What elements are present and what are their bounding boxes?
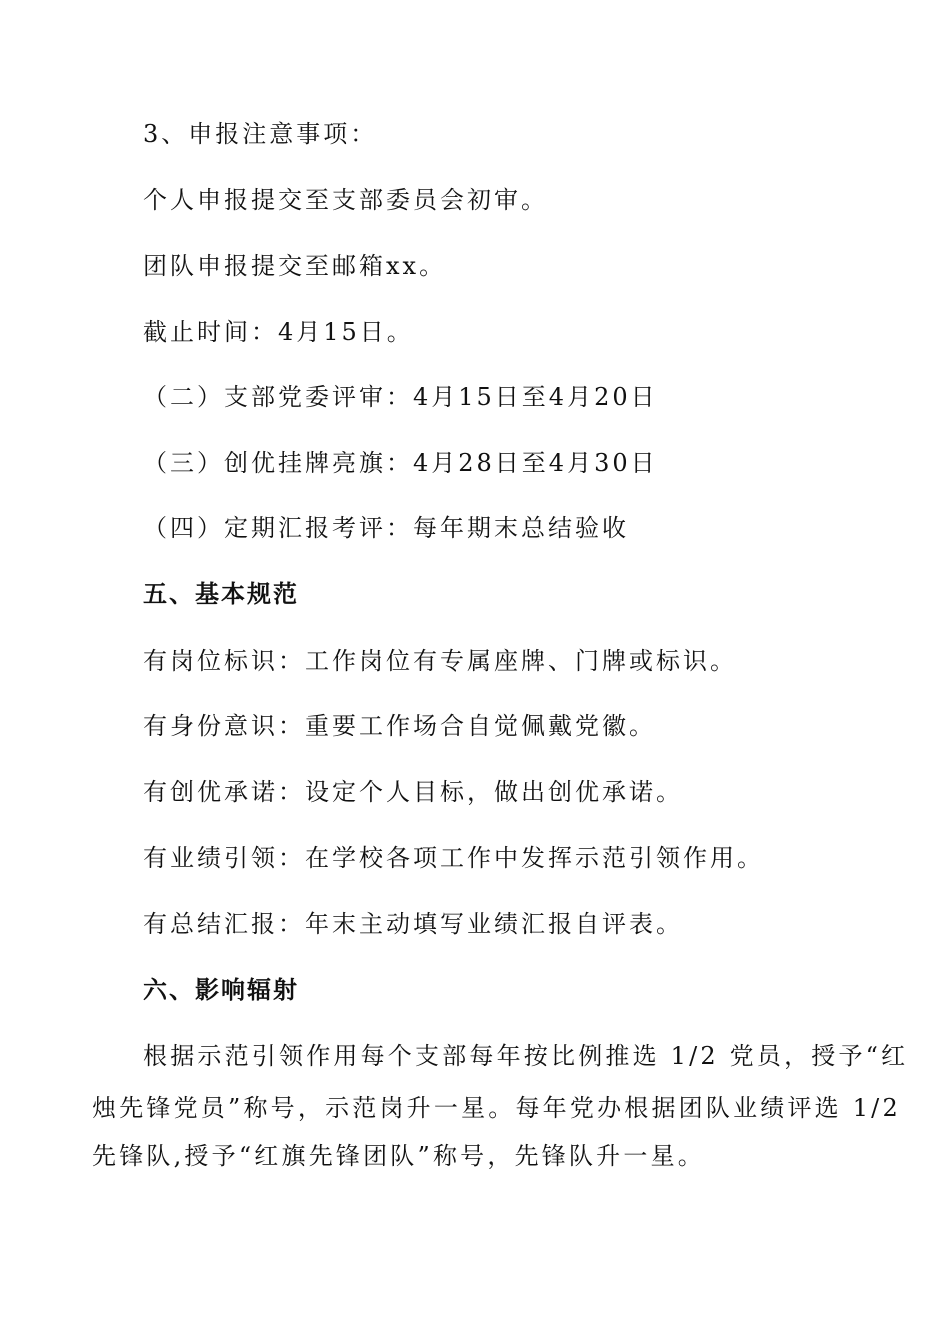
standard-item: 有业绩引领：在学校各项工作中发挥示范引领作用。 xyxy=(143,844,764,872)
individual-submission-note: 个人申报提交至支部委员会初审。 xyxy=(143,186,548,214)
section-6-heading: 六、影响辐射 xyxy=(143,976,299,1004)
standard-item: 有岗位标识：工作岗位有专属座牌、门牌或标识。 xyxy=(143,647,737,675)
deadline-note: 截止时间：4月15日。 xyxy=(143,318,414,346)
standard-item: 有身份意识：重要工作场合自觉佩戴党徽。 xyxy=(143,712,656,740)
item-3-title: 3、申报注意事项： xyxy=(143,120,378,148)
standard-item: 有总结汇报：年末主动填写业绩汇报自评表。 xyxy=(143,910,683,938)
standard-item: 有创优承诺：设定个人目标，做出创优承诺。 xyxy=(143,778,683,806)
step-3-award: （三）创优挂牌亮旗：4月28日至4月30日 xyxy=(143,449,658,477)
paragraph-line: 先锋队,授予“红旗先锋团队”称号，先锋队升一星。 xyxy=(92,1142,705,1170)
section-5-heading: 五、基本规范 xyxy=(143,580,299,608)
team-submission-note: 团队申报提交至邮箱xx。 xyxy=(143,252,447,280)
step-4-evaluation: （四）定期汇报考评：每年期末总结验收 xyxy=(143,514,629,542)
step-2-review: （二）支部党委评审：4月15日至4月20日 xyxy=(143,383,658,411)
paragraph-line: 根据示范引领作用每个支部每年按比例推选 1/2 党员，授予“红 xyxy=(143,1042,909,1070)
paragraph-line: 烛先锋党员”称号，示范岗升一星。每年党办根据团队业绩评选 1/2 xyxy=(92,1094,901,1122)
